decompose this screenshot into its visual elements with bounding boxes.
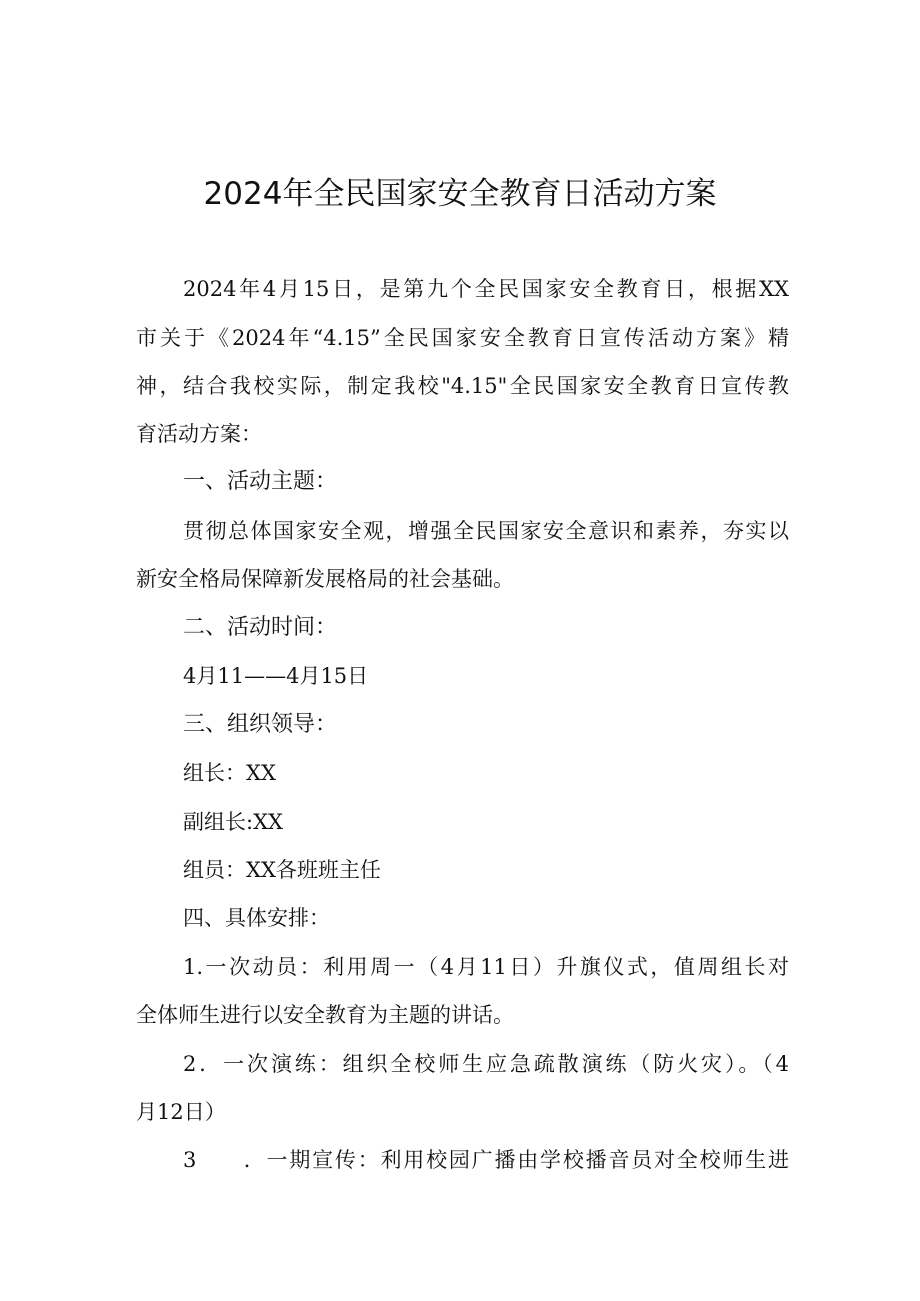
section-heading-theme: 一、活动主题： bbox=[183, 469, 338, 494]
arrangement-item-3-line-1: 3 ．一期宣传：利用校园广播由学校播音员对全校师生进 bbox=[183, 1148, 789, 1172]
section-heading-time: 二、活动时间： bbox=[183, 615, 338, 640]
document-title: 2024年全民国家安全教育日活动方案 bbox=[203, 176, 717, 212]
arrangement-item-1-line-1: 1.一次动员：利用周一（4月11日）升旗仪式，值周组长对 bbox=[183, 955, 789, 979]
members-line: 组员：XX各班班主任 bbox=[183, 858, 381, 882]
arrangement-item-1-line-2: 全体师生进行以安全教育为主题的讲话。 bbox=[136, 1003, 514, 1027]
deputy-leader-line: 副组长:XX bbox=[183, 810, 283, 834]
arrangement-item-2-line-2: 月12日） bbox=[136, 1100, 226, 1124]
intro-line-2: 市关于《2024年“4.15”全民国家安全教育日宣传活动方案》精 bbox=[136, 326, 789, 350]
intro-line-3: 神，结合我校实际，制定我校"4.15"全民国家安全教育日宣传教 bbox=[136, 374, 789, 398]
theme-line-2: 新安全格局保障新发展格局的社会基础。 bbox=[136, 567, 514, 591]
arrangement-item-2-line-1: 2．一次演练：组织全校师生应急疏散演练（防火灾）。（4 bbox=[183, 1052, 789, 1076]
section-heading-leadership: 三、组织领导： bbox=[183, 712, 338, 737]
intro-line-4: 育活动方案： bbox=[136, 422, 262, 446]
section-heading-arrangement: 四、具体安排： bbox=[183, 906, 330, 930]
theme-line-1: 贯彻总体国家安全观，增强全民国家安全意识和素养，夯实以 bbox=[183, 519, 789, 543]
intro-line-1: 2024年4月15日，是第九个全民国家安全教育日，根据XX bbox=[183, 277, 789, 301]
leader-line: 组长：XX bbox=[183, 761, 276, 785]
time-line: 4月11——4月15日 bbox=[183, 664, 369, 688]
